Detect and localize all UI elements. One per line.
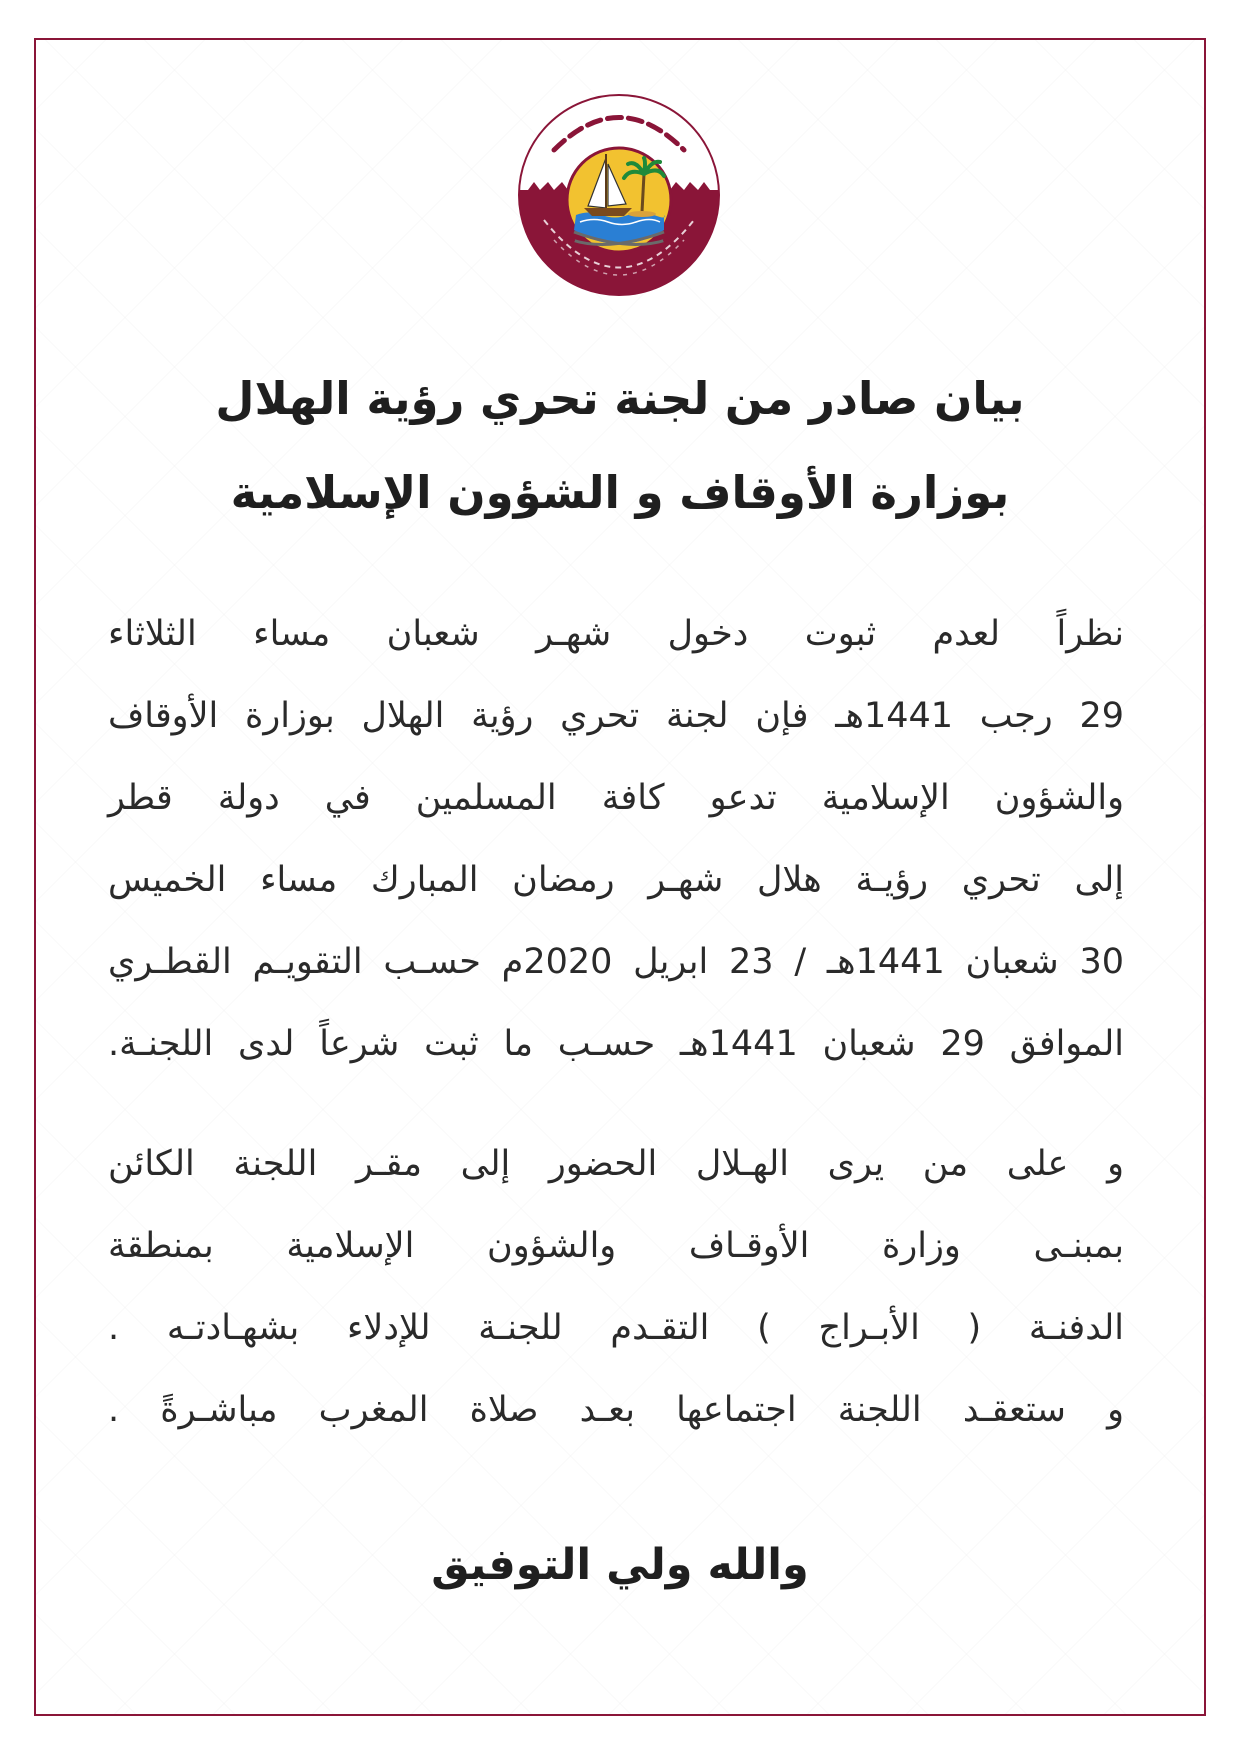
heading-line-2: بوزارة الأوقاف و الشؤون الإسلامية: [230, 466, 1010, 519]
qatar-emblem-icon: [514, 90, 724, 300]
paragraph2-line-4: و ستعقـد اللجنة اجتماعها بعـد صلاة المغرب مباشـرةً .: [108, 1390, 1124, 1430]
paragraph2-line-2: بمبنـى وزارة الأوقـاف والشؤون الإسلامية بمنطقة: [108, 1226, 1124, 1266]
closing-line: والله ولي التوفيق: [431, 1540, 809, 1590]
paragraph1-line-2: 29 رجب 1441هـ فإن لجنة تحري رؤية الهلال بوزارة الأوقاف: [108, 696, 1125, 736]
qatar-emblem: [514, 90, 724, 300]
paragraph2-line-1: و على من يرى الهـلال الحضور إلى مقـر اللجنة الكائن: [108, 1144, 1124, 1184]
paragraph1-line-6: الموافق 29 شعبان 1441هـ حسـب ما ثبت شرعاً لدى اللجنـة.: [108, 1024, 1124, 1064]
paragraph1-line-3: والشؤون الإسلامية تدعو كافة المسلمين في دولة قطر: [108, 778, 1124, 818]
paragraph1-line-5: 30 شعبان 1441هـ / 23 ابريل 2020م حسـب التقويـم القطـري: [108, 942, 1124, 982]
emblem-top-text: [528, 90, 532, 91]
heading-line-1: بيان صادر من لجنة تحري رؤية الهلال: [215, 372, 1025, 425]
paragraph2-line-3: الدفنـة ( الأبـراج ) التقـدم للجنـة للإدلاء بشهـادتـه .: [108, 1308, 1124, 1348]
paragraph1-line-1: نظراً لعدم ثبوت دخول شهـر شعبان مساء الثلاثاء: [108, 614, 1124, 654]
paragraph1-line-4: إلى تحري رؤيـة هلال شهـر رمضان المبارك مساء الخميس: [108, 860, 1124, 900]
emblem-ring-text: [514, 90, 528, 91]
